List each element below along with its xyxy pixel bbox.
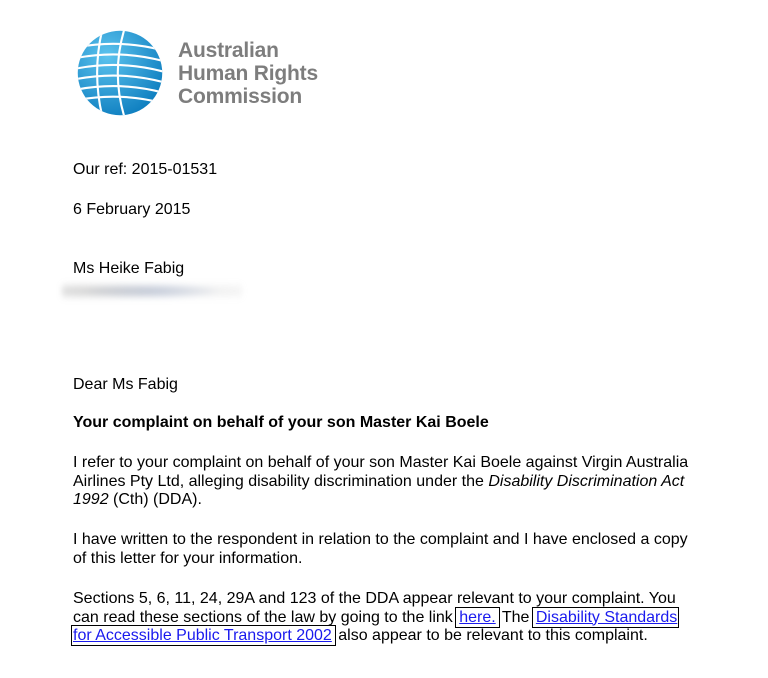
act-title: Disability Discrimination Act 1992 — [73, 472, 685, 508]
p3-text-b: The — [497, 608, 534, 626]
p1-text-b: (Cth) (DDA). — [108, 491, 202, 508]
letter-date: 6 February 2015 — [73, 201, 191, 218]
link-disability-standards[interactable]: Disability Standards for Accessible Public Transport 2002 — [73, 608, 678, 644]
recipient-name: Ms Heike Fabig — [73, 260, 185, 277]
subject-heading: Your complaint on behalf of your son Master Kai Boele — [73, 414, 489, 431]
reference-number: Our ref: 2015-01531 — [73, 161, 218, 178]
organization-name — [178, 39, 318, 108]
paragraph-2: I have written to the respondent in relation to the complaint and I have enclosed a copy of this letter for your information. — [73, 531, 688, 567]
p3-text-c: also appear to be relevant to this complaint. — [333, 627, 648, 644]
org-name-line-1: Australian — [178, 39, 279, 62]
salutation: Dear Ms Fabig — [73, 376, 178, 393]
p1-text-a: I refer to your complaint on behalf of your son Master Kai Boele against Virgin Australia Airlines Pty Ltd, alleging disability discrimination under the — [73, 454, 689, 490]
paragraph-1 — [73, 454, 693, 510]
redacted-address — [62, 280, 242, 302]
link-here[interactable]: here. — [459, 608, 496, 626]
globe-icon — [76, 29, 164, 117]
p3-text-a: Sections 5, 6, 11, 24, 29A and 123 of the DDA appear relevant to your complaint. You can read these sections of the law by going to the link — [73, 590, 676, 626]
org-name-line-2: Human Rights — [178, 62, 318, 85]
paragraph-3 — [73, 590, 693, 646]
org-name-line-3: Commission — [178, 85, 303, 108]
